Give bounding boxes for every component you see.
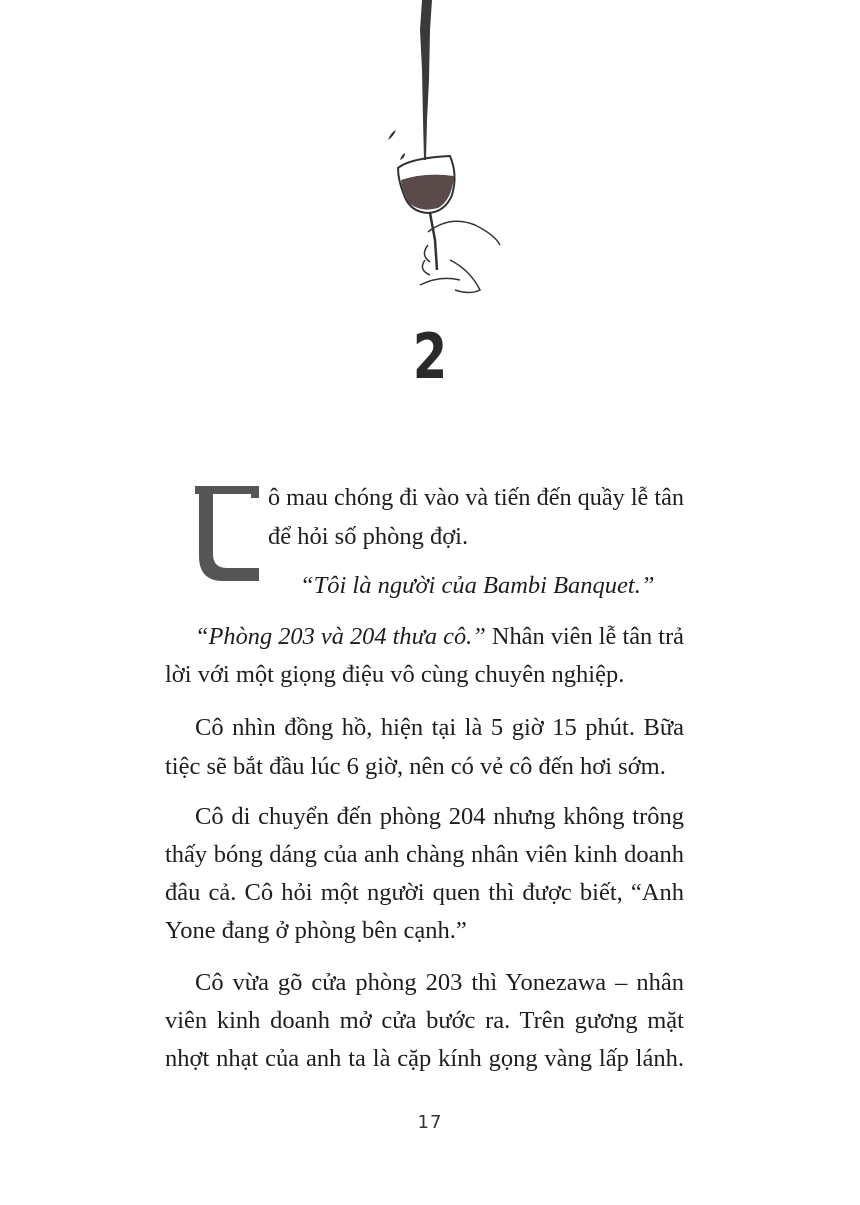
text-line bbox=[165, 916, 684, 946]
text-segment: ô mau chóng đi vào và tiến đến quầy lễ tân bbox=[268, 484, 684, 511]
text-line bbox=[165, 1006, 684, 1036]
text-line bbox=[165, 840, 684, 870]
text-segment: Cô vừa gõ cửa phòng 203 thì Yonezawa – nhân bbox=[195, 969, 684, 996]
text-segment: lời với một giọng điệu vô cùng chuyên nghiệp. bbox=[165, 661, 625, 688]
drop-cap-letter bbox=[193, 484, 263, 582]
text-line bbox=[165, 660, 684, 690]
text-segment: Nhân viên lễ tân trả bbox=[485, 623, 684, 650]
text-line bbox=[165, 1044, 684, 1074]
text-segment: tiệc sẽ bắt đầu lúc 6 giờ, nên có vẻ cô đến hơi sớm. bbox=[165, 753, 666, 780]
chapter-number: 2 bbox=[412, 320, 448, 393]
text-segment: viên kinh doanh mở cửa bước ra. Trên gương mặt bbox=[165, 1007, 684, 1034]
wine-glass-hand-illustration bbox=[380, 0, 510, 300]
page-number: 17 bbox=[417, 1112, 443, 1133]
text-segment: đâu cả. Cô hỏi một người quen thì được biết, “Anh bbox=[165, 879, 684, 906]
text-line bbox=[165, 752, 684, 782]
text-line bbox=[268, 483, 684, 513]
text-line bbox=[195, 968, 684, 998]
text-line bbox=[195, 713, 684, 743]
text-segment: “Tôi là người của Bambi Banquet.” bbox=[300, 572, 655, 599]
text-line bbox=[195, 802, 684, 832]
text-segment: nhợt nhạt của anh ta là cặp kính gọng vàng lấp lánh. bbox=[165, 1045, 684, 1072]
text-segment: thấy bóng dáng của anh chàng nhân viên kinh doanh bbox=[165, 841, 684, 868]
text-segment: Cô di chuyển đến phòng 204 nhưng không trông bbox=[195, 803, 684, 830]
text-line bbox=[268, 522, 684, 552]
text-segment: Cô nhìn đồng hồ, hiện tại là 5 giờ 15 phút. Bữa bbox=[195, 714, 684, 741]
text-segment: để hỏi số phòng đợi. bbox=[268, 523, 469, 550]
text-line bbox=[300, 571, 684, 601]
text-line bbox=[165, 878, 684, 908]
text-segment: “Phòng 203 và 204 thưa cô.” bbox=[195, 623, 486, 650]
text-segment: Yone đang ở phòng bên cạnh.” bbox=[165, 917, 467, 944]
text-line bbox=[195, 622, 684, 652]
